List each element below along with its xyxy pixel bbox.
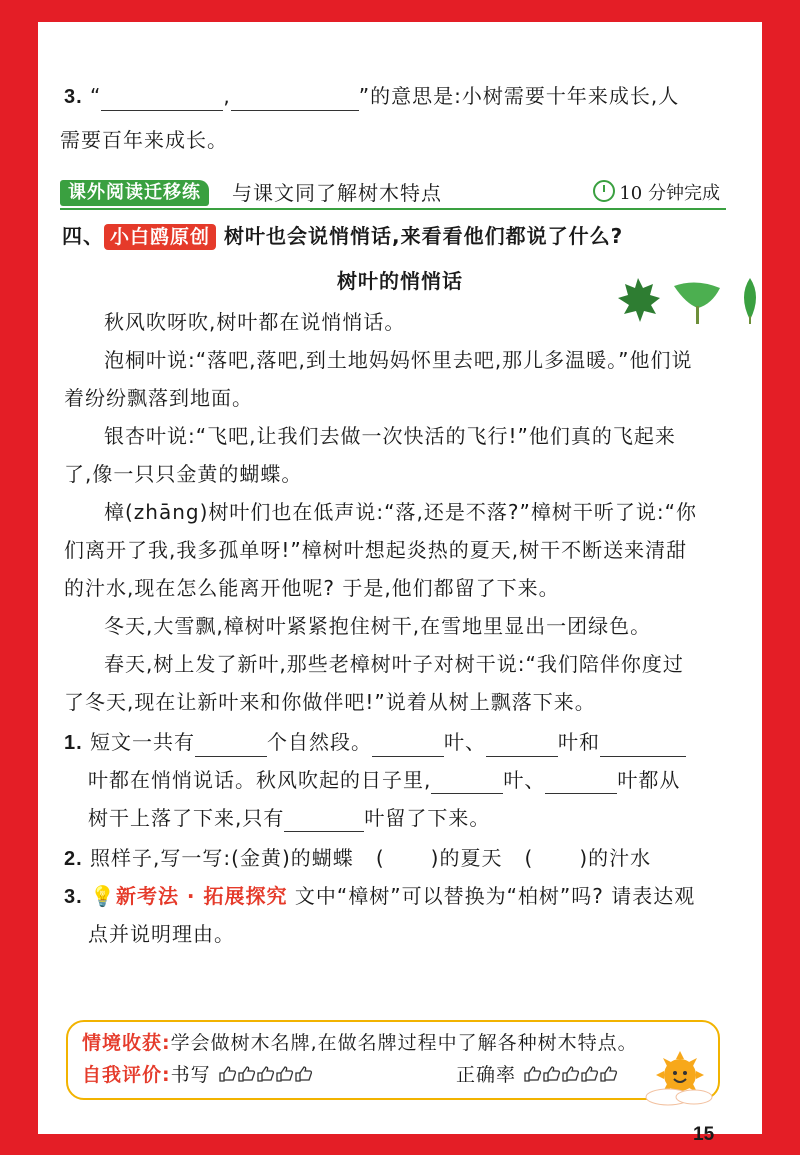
q3-line2: 点并说明理由。 xyxy=(88,922,235,946)
leaves-illustration xyxy=(616,276,766,326)
answer-blank[interactable] xyxy=(545,771,617,794)
article-p4-l1: 樟(zhāng)树叶们也在低声说:“落,还是不落?”樟树干听了说:“你 xyxy=(104,500,697,524)
rating-correct[interactable] xyxy=(523,1064,619,1090)
sun-mascot-icon xyxy=(638,1047,718,1107)
summary-box xyxy=(66,1020,720,1100)
q1-line2: 叶都在悄悄说话。秋风吹起的日子里, 叶、 叶都从 xyxy=(88,768,681,792)
answer-blank[interactable] xyxy=(195,734,267,757)
maple-leaf-icon xyxy=(618,278,660,322)
article-p4-l3: 的汁水,现在怎么能离开他呢? 于是,他们都留了下来。 xyxy=(64,576,560,600)
summary-correct: 正确率 xyxy=(456,1062,619,1090)
article-title: 树叶的悄悄话 xyxy=(337,269,463,293)
answer-blank[interactable] xyxy=(431,771,503,794)
article-p4-l2: 们离开了我,我多孤单呀!”樟树叶想起炎热的夏天,树干不断送来清甜 xyxy=(64,538,688,562)
lightbulb-icon: 💡 xyxy=(90,884,116,908)
q3-line1: 3. 💡新考法 · 拓展探究 文中“樟树”可以替换为“柏树”吗? 请表达观 xyxy=(64,884,696,908)
answer-blank[interactable] xyxy=(486,734,558,757)
thumbs-up-rating-icon xyxy=(218,1065,314,1083)
q2-line: 2. 照样子,写一写:(金黄)的蝴蝶 ( )的夏天 ( )的汁水 xyxy=(64,846,652,870)
article-p6-l2: 了冬天,现在让新叶来和你做伴吧!”说着从树上飘落下来。 xyxy=(64,690,596,714)
q1-line3: 树干上落了下来,只有 叶留了下来。 xyxy=(88,806,491,830)
section4-header: 四、 小白鸥原创 树叶也会说悄悄话,来看看他们都说了什么? xyxy=(62,224,624,248)
original-tag: 小白鸥原创 xyxy=(104,224,216,250)
answer-blank[interactable] xyxy=(372,734,444,757)
page-number: 15 xyxy=(693,1124,715,1145)
q3-top-line1: 3. “ , ”的意思是:小树需要十年来成长,人 xyxy=(64,82,679,111)
article-p3-l1: 银杏叶说:“飞吧,让我们去做一次快活的飞行!”他们真的飞起来 xyxy=(104,424,676,448)
new-exam-tag: 💡新考法 · 拓展探究 xyxy=(90,884,288,908)
summary-gain: 情境收获:学会做树木名牌,在做名牌过程中了解各种树木特点。 xyxy=(82,1032,638,1054)
banner-time: 10 分钟完成 xyxy=(593,180,720,207)
summary-self-eval: 自我评价:书写 xyxy=(82,1062,314,1090)
rating-write[interactable] xyxy=(218,1064,314,1090)
article-p5: 冬天,大雪飘,樟树叶紧紧抱住树干,在雪地里显出一团绿色。 xyxy=(104,614,652,638)
answer-blank[interactable] xyxy=(600,734,686,757)
page xyxy=(38,22,762,1145)
banner-tag: 课外阅读迁移练 xyxy=(60,180,209,206)
article-p3-l2: 了,像一只只金黄的蝴蝶。 xyxy=(64,462,303,486)
article-p6-l1: 春天,树上发了新叶,那些老樟树叶子对树干说:“我们陪伴你度过 xyxy=(104,652,684,676)
camphor-leaf-icon xyxy=(744,278,756,324)
ginkgo-leaf-icon xyxy=(674,282,720,324)
section-banner xyxy=(60,180,726,210)
q3-top-line2: 需要百年来成长。 xyxy=(60,128,228,152)
article-p2-l2: 着纷纷飘落到地面。 xyxy=(64,386,253,410)
article-p2-l1: 泡桐叶说:“落吧,落吧,到土地妈妈怀里去吧,那儿多温暖。”他们说 xyxy=(104,348,693,372)
banner-text: 与课文同了解树木特点 xyxy=(232,181,442,205)
answer-blank[interactable] xyxy=(284,809,364,832)
article-p1: 秋风吹呀吹,树叶都在说悄悄话。 xyxy=(104,310,406,334)
answer-blank[interactable] xyxy=(231,88,359,111)
thumbs-up-rating-icon xyxy=(523,1065,619,1083)
q1-line1: 1. 短文一共有 个自然段。 叶、 叶和 xyxy=(64,728,686,757)
answer-blank[interactable] xyxy=(101,88,223,111)
clock-icon xyxy=(593,180,615,202)
